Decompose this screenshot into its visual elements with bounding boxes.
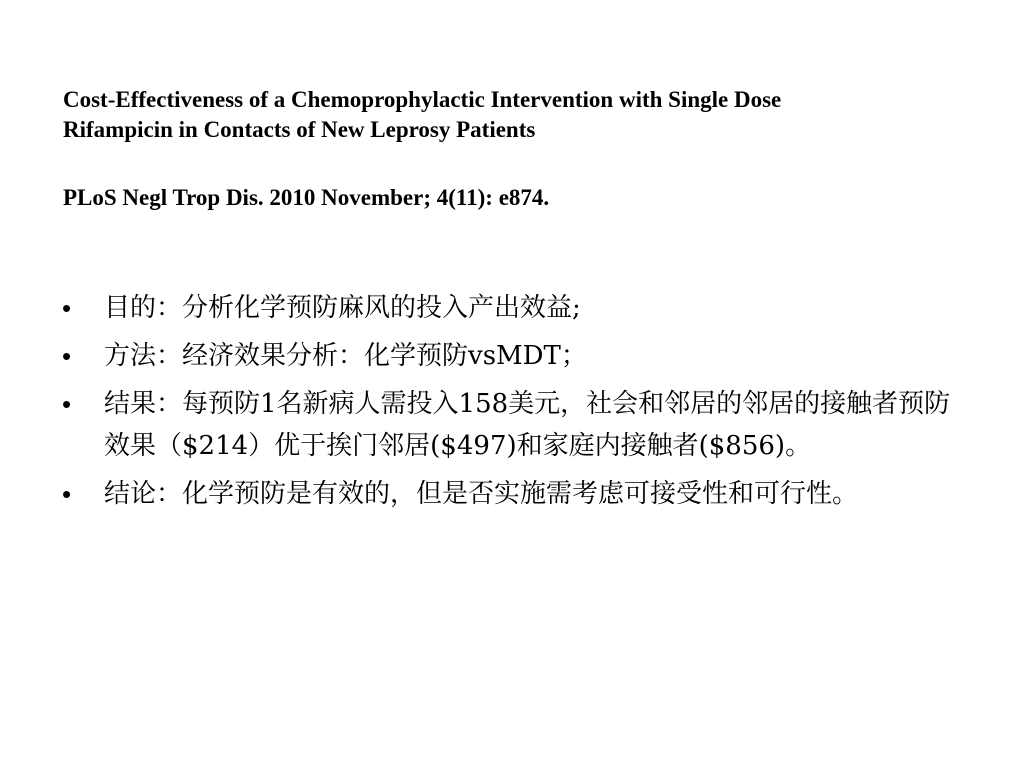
bullet-marker: • — [62, 389, 72, 419]
bullet-marker: • — [62, 479, 72, 509]
bullet-list — [62, 287, 972, 521]
bullet-marker: • — [62, 293, 72, 323]
bullet-method-text: 方法：经济效果分析：化学预防vsMDT； — [104, 341, 587, 371]
article-title-line-2: Rifampicin in Contacts of New Leprosy Patients — [63, 117, 536, 142]
journal-citation: PLoS Negl Trop Dis. 2010 November; 4(11): e874. — [63, 185, 550, 210]
article-title — [63, 85, 983, 145]
bullet-results-text: 结果：每预防1名新病人需投入158美元，社会和邻居的邻居的接触者预防效果（$214）优于挨门邻居($497)和家庭内接触者($856)。 — [104, 389, 951, 461]
bullet-results — [62, 383, 972, 467]
bullet-objective — [62, 287, 972, 329]
bullet-conclusion-text: 结论：化学预防是有效的，但是否实施需考虑可接受性和可行性。 — [104, 479, 859, 509]
bullet-conclusion — [62, 473, 972, 515]
bullet-marker: • — [62, 341, 72, 371]
bullet-objective-text: 目的：分析化学预防麻风的投入产出效益; — [104, 293, 581, 323]
article-title-line-1: Cost-Effectiveness of a Chemoprophylactic Intervention with Single Dose — [63, 87, 782, 112]
bullet-method — [62, 335, 972, 377]
